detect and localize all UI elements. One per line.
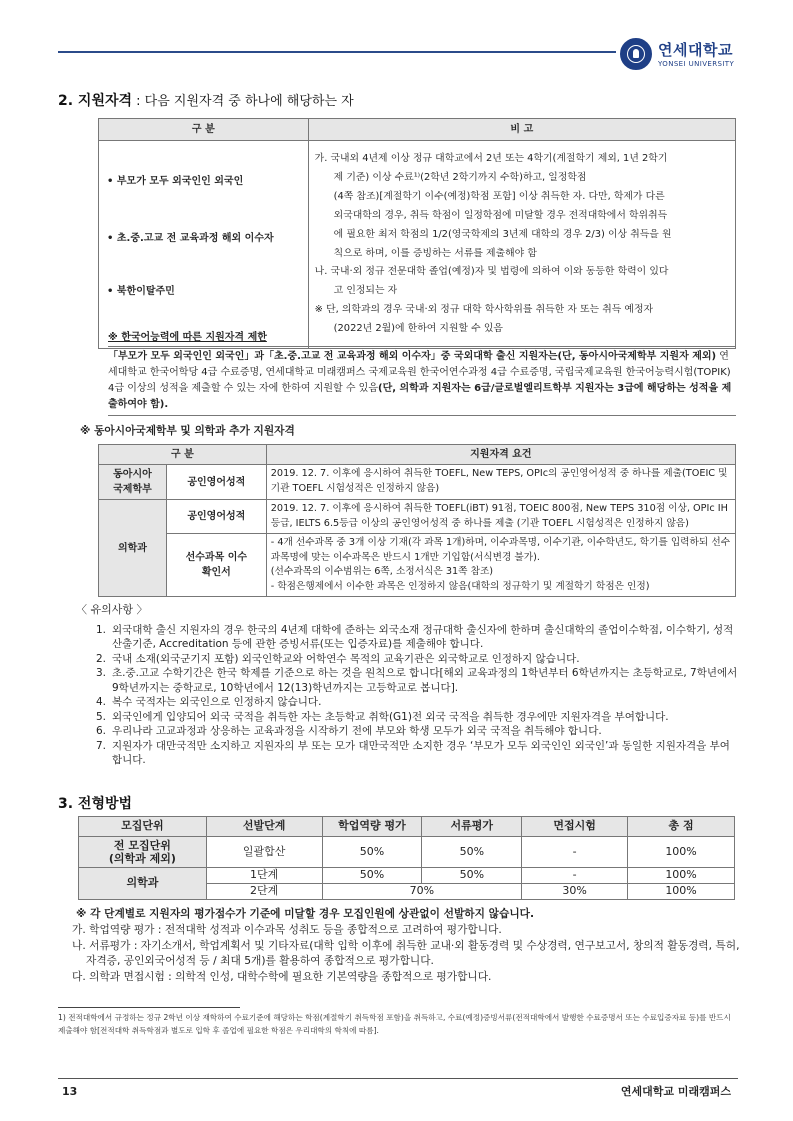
interview-cell: 30% bbox=[522, 884, 628, 900]
remark-line: ※ 단, 의학과의 경우 국내·외 정규 대학 학사학위를 취득한 자 또는 취득 예정자 bbox=[314, 303, 654, 315]
docs-cell: 50% bbox=[422, 868, 522, 884]
th-total: 총 점 bbox=[628, 817, 735, 837]
dept-medicine: 의학과 bbox=[99, 500, 167, 597]
category-north-korean-defector: • 북한이탈주민 bbox=[107, 286, 175, 297]
stage-cell: 1단계 bbox=[206, 868, 322, 884]
note-item: 3. 초.중.고교 수학기간은 한국 학제를 기준으로 하는 것을 원칙으로 합니다[해외 교육과정의 1학년부터 6학년까지는 초등학교로, 7학년에서 9학년까지는 중학교로, 10학년에서 12(13)학년까지는 고등학교로 봅니다]. bbox=[96, 667, 738, 694]
eligibility-table bbox=[98, 118, 736, 349]
col-category: 구 분 bbox=[99, 119, 309, 141]
footer-campus: 연세대학교 미래캠퍼스 bbox=[620, 1085, 731, 1098]
additional-title: ※ 동아시아국제학부 및 의학과 추가 지원자격 bbox=[80, 424, 295, 437]
evaluation-criteria bbox=[72, 906, 742, 985]
korean-notice-bold: 「부모가 모두 외국인인 외국인」과「초.중.고교 전 교육과정 해외 이수자」중 국외대학 출신 지원자는(단, 동아시아국제학부 지원자 제외) bbox=[108, 351, 717, 362]
korean-notice-title: ※ 한국어능력에 따른 지원자격 제한 bbox=[108, 332, 267, 343]
remark-line: 고 인정되는 자 bbox=[333, 285, 398, 297]
stage-cell: 2단계 bbox=[206, 884, 322, 900]
req-medicine-english: 2019. 12. 7. 이후에 응시하여 취득한 TOEFL(iBT) 91점, TOEIC 800점, New TEPS 310점 이상, OPIc IH등급, IELTS 6.5등급 이상의 공인영어성적 중 하나를 제출 (기관 TOEFL 시험성적은 인정하지 않음) bbox=[266, 500, 735, 534]
academic-docs-cell: 70% bbox=[322, 884, 522, 900]
academic-cell: 50% bbox=[322, 868, 422, 884]
req-line: - 학점은행제에서 이수한 과목은 인정하지 않음(대학의 정규학기 및 계절학기 학점은 인정) bbox=[270, 580, 650, 592]
criterion-academic: 가. 학업역량 평가 : 전적대학 성적과 이수과목 성취도 등을 종합적으로 고려하여 평가합니다. bbox=[72, 922, 502, 936]
university-logo bbox=[620, 38, 740, 72]
item-english-score-med: 공인영어성적 bbox=[166, 500, 266, 534]
interview-cell: - bbox=[522, 868, 628, 884]
korean-proficiency-notice bbox=[108, 330, 736, 416]
th-unit: 모집단위 bbox=[79, 817, 207, 837]
notes-title: 〈 유의사항 〉 bbox=[76, 603, 148, 616]
category-foreign-parents: • 부모가 모두 외국인인 외국인 bbox=[107, 176, 244, 187]
total-cell: 100% bbox=[628, 868, 735, 884]
section-3-title: 3. 전형방법 bbox=[58, 796, 133, 812]
header-rule bbox=[58, 51, 616, 53]
col-category-2: 구 분 bbox=[99, 445, 267, 465]
university-seal-icon bbox=[620, 38, 652, 70]
req-prereq bbox=[266, 534, 735, 597]
th-documents: 서류평가 bbox=[422, 817, 522, 837]
page-number: 13 bbox=[62, 1085, 78, 1098]
note-item: 1. 외국대학 출신 지원자의 경우 한국의 4년제 대학에 준하는 외국소재 정규대학 출신자에 한하며 출신대학의 졸업이수학점, 이수학기, 성적산출기준, Accreditation 등에 관한 증빙서류(또는 입증자료)를 제출해야 합니다. bbox=[96, 624, 734, 651]
note-item: 4. 복수 국적자는 외국인으로 인정하지 않습니다. bbox=[96, 696, 322, 709]
category-cell bbox=[99, 141, 309, 349]
remarks-cell bbox=[308, 141, 735, 349]
criterion-interview: 다. 의학과 면접시험 : 의학적 인성, 대학수학에 필요한 기본역량을 종합적으로 평가합니다. bbox=[72, 970, 492, 984]
stage-cell: 일괄합산 bbox=[206, 837, 322, 868]
remark-line: (4쪽 참조)[계절학기 이수(예정)학점 포함] 이상 취득한 자. 다만, 학제가 다른 bbox=[333, 191, 665, 203]
th-academic: 학업역량 평가 bbox=[322, 817, 422, 837]
korean-notice-text: 연세대학교 한국어학당 4급 수료증명, 연세대학교 미래캠퍼스 국제교육원 한국어연수과정 4급 수료증명, 국립국제교육원 한국어능력시험(TOPIK) 4급 이상의 성적을 제출할 수 있는 자에 한하여 지원할 수 있음 bbox=[108, 351, 731, 394]
remark-line: 에 필요한 최저 학점의 1/2(영국학제의 3년제 대학의 경우 2/3) 이상 취득을 원 bbox=[333, 228, 672, 240]
total-cell: 100% bbox=[628, 884, 735, 900]
section-2-title: 2. 지원자격 : 다음 지원자격 중 하나에 해당하는 자 bbox=[58, 93, 354, 109]
footnote-rule bbox=[58, 1007, 240, 1008]
footnote: 1) 전적대학에서 규정하는 정규 2학년 이상 재학하여 수료기준에 해당하는 학점(계절학기 취득학점 포함)을 취득하고, 수료(예정)증빙서류(전적대학에서 발행한 수료증명서 또는 수료입증자료 등)를 반드시 제출해야 함[전적대학 취득학점과 별도로 입학 후 졸업에 필요한 학점은 우리대학의 학칙에 따름]. bbox=[58, 1013, 731, 1035]
unit-all: 전 모집단위 (의학과 제외) bbox=[79, 837, 207, 868]
additional-table bbox=[98, 444, 736, 597]
remark-line: 가. 국내외 4년제 이상 정규 대학교에서 2년 또는 4학기(계절학기 제외, 1년 2학기 bbox=[314, 153, 668, 165]
req-east-asia: 2019. 12. 7. 이후에 응시하여 취득한 TOEFL, New TEPS, OPIc의 공인영어성적 중 하나를 제출(TOEIC 및 기관 TOEFL 시험성적은 인정하지 않음) bbox=[266, 465, 735, 500]
col-requirements: 지원자격 요건 bbox=[266, 445, 735, 465]
col-remarks: 비 고 bbox=[308, 119, 735, 141]
selection-method-table bbox=[78, 816, 735, 900]
notes-list bbox=[96, 623, 738, 768]
th-stage: 선발단계 bbox=[206, 817, 322, 837]
item-prereq-confirmation: 선수과목 이수 확인서 bbox=[166, 534, 266, 597]
item-english-score: 공인영어성적 bbox=[166, 465, 266, 500]
note-item: 2. 국내 소재(외국군기지 포함) 외국인학교와 어학연수 목적의 교육기관은 외국학교로 인정하지 않습니다. bbox=[96, 652, 580, 665]
threshold-warning: ※ 각 단계별로 지원자의 평가점수가 기준에 미달할 경우 모집인원에 상관없이 선발하지 않습니다. bbox=[76, 907, 535, 920]
academic-cell: 50% bbox=[322, 837, 422, 868]
remark-line: 외국대학의 경우, 취득 학점이 일정학점에 미달할 경우 전적대학에서 학위취득 bbox=[333, 209, 668, 221]
docs-cell: 50% bbox=[422, 837, 522, 868]
note-item: 7. 지원자가 대만국적만 소지하고 지원자의 부 또는 모가 대만국적만 소지한 경우 ‘부모가 모두 외국인인 외국인’과 동일한 지원자격을 부여합니다. bbox=[96, 739, 730, 767]
remark-line: 칙으로 하며, 이를 증빙하는 서류를 제출해야 함 bbox=[333, 247, 537, 259]
korean-notice-bold-2: (단, 의학과 지원자는 6급/글로벌엘리트학부 지원자는 3급에 해당하는 성적을 제출하여야 함). bbox=[108, 383, 732, 410]
interview-cell: - bbox=[522, 837, 628, 868]
logo-korean: 연세대학교 bbox=[658, 41, 733, 59]
remark-line: 제 기준) 이상 수료¹⁾(2학년 2학기까지 수학)하고, 일정학점 bbox=[333, 172, 587, 184]
total-cell: 100% bbox=[628, 837, 735, 868]
dept-east-asia: 동아시아 국제학부 bbox=[99, 465, 167, 500]
note-item: 6. 우리나라 고교과정과 상응하는 교육과정을 시작하기 전에 부모와 학생 모두가 외국 국적을 취득해야 합니다. bbox=[96, 725, 602, 738]
remark-line: 나. 국내·외 정규 전문대학 졸업(예정)자 및 법령에 의하여 이와 동등한 학력이 있다 bbox=[314, 266, 669, 278]
note-item: 5. 외국인에게 입양되어 외국 국적을 취득한 자는 초등학교 취학(G1)전 외국 국적을 취득한 경우에만 지원자격을 부여합니다. bbox=[96, 710, 669, 723]
req-line: (선수과목의 이수범위는 6쪽, 소정서식은 31쪽 참조) bbox=[270, 566, 494, 578]
criterion-documents: 나. 서류평가 : 자기소개서, 학업계획서 및 기타자료(대학 입학 이후에 취득한 교내·외 활동경력 및 수상경력, 연구보고서, 창의적 활동경력, 특허, 자격증, 공인외국어성적 등 / 최대 5개)를 활용하여 종합적으로 평가합니다. bbox=[72, 938, 740, 968]
logo-english: YONSEI UNIVERSITY bbox=[658, 60, 735, 68]
remark-line: (2022년 2월)에 한하여 지원할 수 있음 bbox=[333, 322, 503, 334]
req-line: - 4개 선수과목 중 3개 이상 기재(각 과목 1개)하며, 이수과목명, 이수기관, 이수학년도, 학기를 입력하되 선수과목명에 맞는 이수과목은 반드시 1개만 기입함(서식변경 불가). bbox=[270, 537, 731, 563]
footer-rule bbox=[58, 1078, 738, 1079]
category-overseas-education: • 초.중.고교 전 교육과정 해외 이수자 bbox=[107, 233, 274, 244]
unit-medicine: 의학과 bbox=[79, 868, 207, 900]
th-interview: 면접시험 bbox=[522, 817, 628, 837]
